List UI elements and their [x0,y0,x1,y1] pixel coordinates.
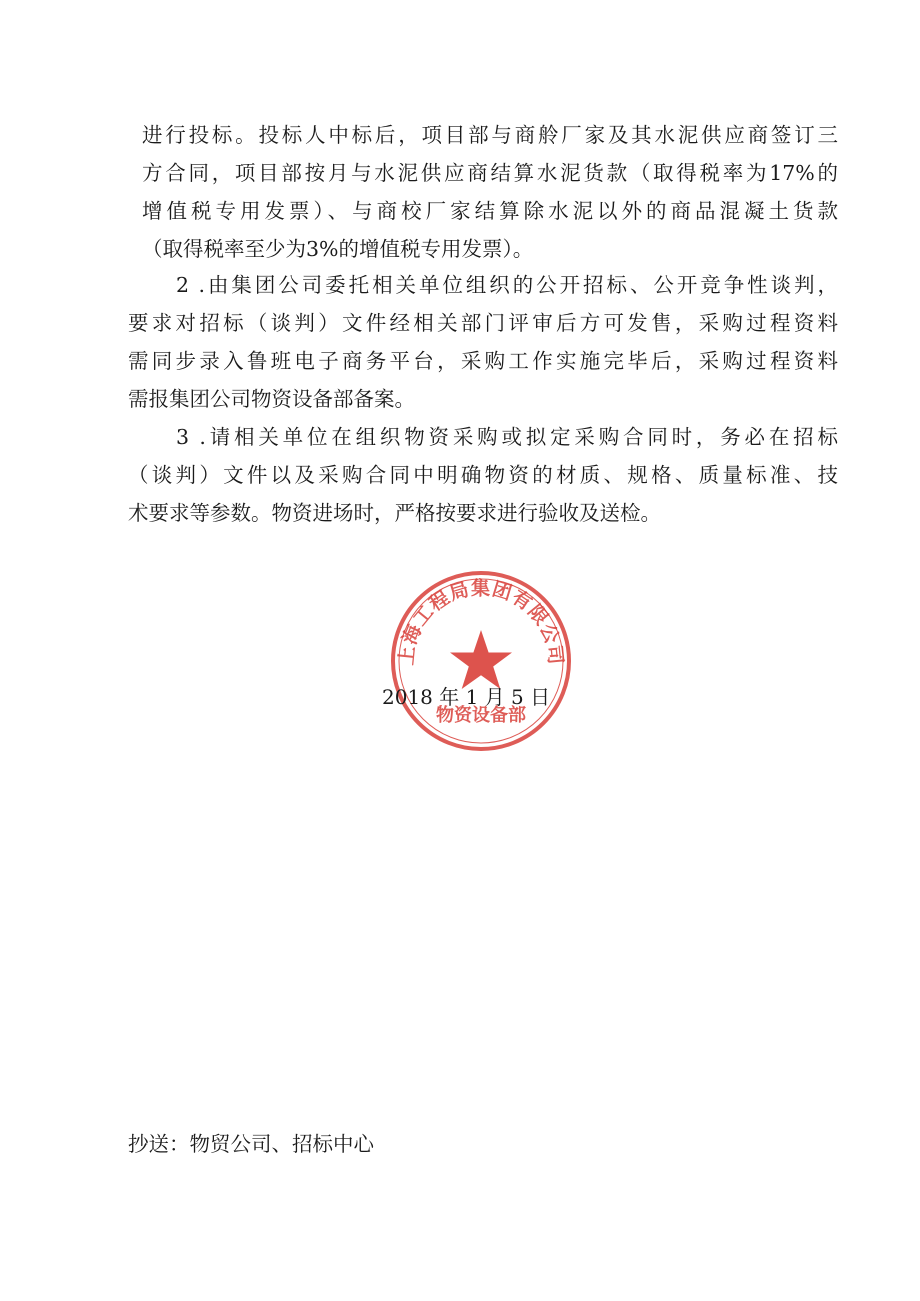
paragraph-line: 2 .由集团公司委托相关单位组织的公开招标、公开竞争性谈判， [176,273,838,297]
document-date: 2018 年 1 月 5 日 [382,685,551,709]
paragraph-3 [128,418,838,532]
paragraph-line: 增值税专用发票）、与商校厂家结算除水泥以外的商品混凝土货款 [142,199,838,223]
paragraph-line: 需同步录入鲁班电子商务平台，采购工作实施完毕后，采购过程资料 [128,349,838,373]
paragraph-line: 要求对招标（谈判）文件经相关部门评审后方可发售，采购过程资料 [128,311,838,335]
paragraph-line: 方合同，项目部按月与水泥供应商结算水泥货款（取得税率为17%的 [142,161,838,185]
paragraph-line: （取得税率至少为3%的增值税专用发票）。 [142,237,534,261]
seal-arc-text: 上海工程局集团有限公司 [395,577,567,667]
paragraph-line: 进行投标。投标人中标后，项目部与商舲厂家及其水泥供应商签订三 [142,123,838,147]
paragraph-1 [128,116,838,268]
paragraph-line: （谈判）文件以及采购合同中明确物资的材质、规格、质量标准、技 [128,463,838,487]
paragraph-2 [128,266,838,418]
official-seal [388,568,574,754]
seal-department-text: 物资设备部 [436,705,526,726]
paragraph-line: 需报集团公司物资设备部备案。 [128,387,415,411]
paragraph-line: 3 .请相关单位在组织物资采购或拟定采购合同时，务必在招标 [176,425,838,449]
paragraph-line: 术要求等参数。物资进场时，严格按要求进行验收及送检。 [128,501,661,525]
cc-line: 抄送：物贸公司、招标中心 [128,1132,374,1156]
